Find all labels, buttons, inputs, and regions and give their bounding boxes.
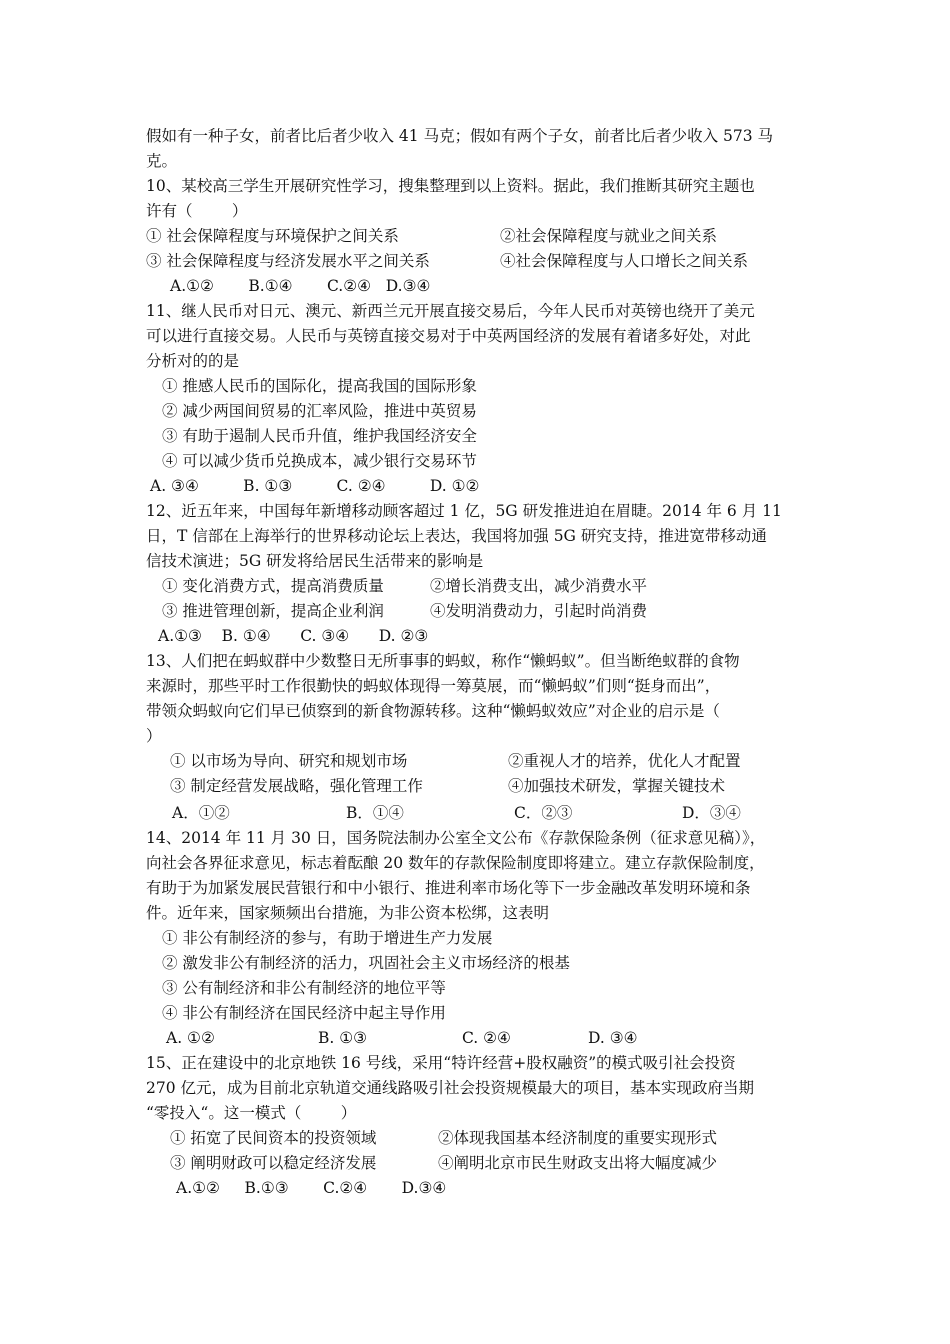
question-11-option-3: ③ 有助于遏制人民币升值，维护我国经济安全	[162, 427, 477, 445]
question-12-stem-line-1: 12、近五年来，中国每年新增移动顾客超过 1 亿，5G 研发推进迫在眉睫。2014 年 6 月 11	[146, 502, 782, 520]
question-15-stem-line-1: 15、正在建设中的北京地铁 16 号线，采用“特许经营+股权融资”的模式吸引社会投资	[146, 1054, 736, 1072]
question-13-stem-line-3: 带领众蚂蚁向它们早已侦察到的新食物源转移。这种“懒蚂蚁效应”对企业的启示是（	[146, 702, 720, 720]
question-13-answer-d: D．③④	[682, 804, 741, 822]
question-13-option-3: ③ 制定经营发展战略，强化管理工作	[170, 777, 423, 795]
question-14-option-1: ① 非公有制经济的参与，有助于增进生产力发展	[162, 929, 493, 947]
question-14-option-4: ④ 非公有制经济在国民经济中起主导作用	[162, 1004, 446, 1022]
question-15-option-3: ③ 阐明财政可以稳定经济发展	[170, 1154, 377, 1172]
question-12-option-1: ① 变化消费方式，提高消费质量	[162, 577, 384, 595]
question-12-answers: A.①③ B. ①④ C. ③④ D. ②③	[158, 627, 429, 645]
question-12-stem-line-3: 信技术演进；5G 研发将给居民生活带来的影响是	[146, 552, 484, 570]
question-13-stem-line-4: ）	[146, 727, 162, 745]
question-11-stem-line-3: 分析对的的是	[146, 352, 240, 370]
question-13-stem-line-2: 来源时，那些平时工作很勤快的蚂蚁体现得一筹莫展，而“懒蚂蚁”们则“挺身而出”，	[146, 677, 721, 695]
question-13-option-1: ① 以市场为导向、研究和规划市场	[170, 752, 408, 770]
question-14-stem-line-3: 有助于为加紧发展民营银行和中小银行、推进利率市场化等下一步金融改革发明环境和条	[146, 879, 751, 897]
question-15-stem-line-2: 270 亿元，成为目前北京轨道交通线路吸引社会投资规模最大的项目，基本实现政府当期	[146, 1079, 755, 1097]
question-10-stem-line-2: 许有（ ）	[146, 202, 248, 220]
intro-line-2: 克。	[146, 152, 178, 170]
question-15-answers: A.①② B.①③ C.②④ D.③④	[176, 1179, 447, 1197]
question-14-stem-line-1: 14、2014 年 11 月 30 日，国务院法制办公室全文公布《存款保险条例（征求意见稿）》，	[146, 829, 766, 847]
question-10-option-4: ④社会保障程度与人口增长之间关系	[500, 252, 749, 270]
question-12-option-2: ②增长消费支出，减少消费水平	[430, 577, 648, 595]
intro-line-1: 假如有一种子女，前者比后者少收入 41 马克；假如有两个子女，前者比后者少收入 573 马	[146, 127, 774, 145]
question-15-option-4: ④阐明北京市民生财政支出将大幅度减少	[438, 1154, 718, 1172]
question-13-answer-a: A．①②	[172, 804, 230, 822]
question-14-answer-a: A. ①②	[166, 1029, 215, 1047]
question-14-stem-line-4: 件。近年来，国家频频出台措施，为非公资本松绑，这表明	[146, 904, 550, 922]
question-11-option-2: ② 减少两国间贸易的汇率风险，推进中英贸易	[162, 402, 477, 420]
question-12-option-3: ③ 推进管理创新，提高企业利润	[162, 602, 384, 620]
question-12-option-4: ④发明消费动力，引起时尚消费	[430, 602, 648, 620]
question-15-option-2: ②体现我国基本经济制度的重要实现形式	[438, 1129, 718, 1147]
question-11-stem-line-1: 11、继人民币对日元、澳元、新西兰元开展直接交易后，今年人民币对英镑也绕开了美元	[146, 302, 755, 320]
question-15-option-1: ① 拓宽了民间资本的投资领域	[170, 1129, 377, 1147]
question-13-option-2: ②重视人才的培养，优化人才配置	[508, 752, 741, 770]
question-10-stem-line-1: 10、某校高三学生开展研究性学习，搜集整理到以上资料。据此，我们推断其研究主题也	[146, 177, 755, 195]
question-11-stem-line-2: 可以进行直接交易。人民币与英镑直接交易对于中英两国经济的发展有着诸多好处，对此	[146, 327, 751, 345]
question-11-answers: A. ③④ B. ①③ C. ②④ D. ①②	[150, 477, 480, 495]
question-14-stem-line-2: 向社会各界征求意见，标志着酝酿 20 数年的存款保险制度即将建立。建立存款保险制度，	[146, 854, 765, 872]
question-14-answer-d: D. ③④	[588, 1029, 638, 1047]
question-13-answer-b: B．①④	[346, 804, 404, 822]
question-14-answer-b: B. ①③	[318, 1029, 368, 1047]
question-14-option-3: ③ 公有制经济和非公有制经济的地位平等	[162, 979, 446, 997]
question-14-answer-c: C. ②④	[462, 1029, 511, 1047]
question-11-option-1: ① 推感人民币的国际化，提高我国的国际形象	[162, 377, 477, 395]
question-11-option-4: ④ 可以减少货币兑换成本，减少银行交易环节	[162, 452, 477, 470]
question-14-option-2: ② 激发非公有制经济的活力，巩固社会主义市场经济的根基	[162, 954, 570, 972]
question-12-stem-line-2: 日，T 信部在上海举行的世界移动论坛上表达，我国将加强 5G 研究支持，推进宽带移动通	[146, 527, 767, 545]
question-10-answers: A.①② B.①④ C.②④ D.③④	[170, 277, 431, 295]
question-13-stem-line-1: 13、人们把在蚂蚁群中少数整日无所事事的蚂蚁，称作“懒蚂蚁”。但当断绝蚁群的食物	[146, 652, 740, 670]
question-10-option-1: ① 社会保障程度与环境保护之间关系	[146, 227, 399, 245]
question-10-option-2: ②社会保障程度与就业之间关系	[500, 227, 718, 245]
question-13-option-4: ④加强技术研发，掌握关键技术	[508, 777, 726, 795]
question-13-answer-c: C．②③	[514, 804, 573, 822]
question-10-option-3: ③ 社会保障程度与经济发展水平之间关系	[146, 252, 430, 270]
question-15-stem-line-3: “零投入“。这一模式（ ）	[146, 1104, 357, 1122]
